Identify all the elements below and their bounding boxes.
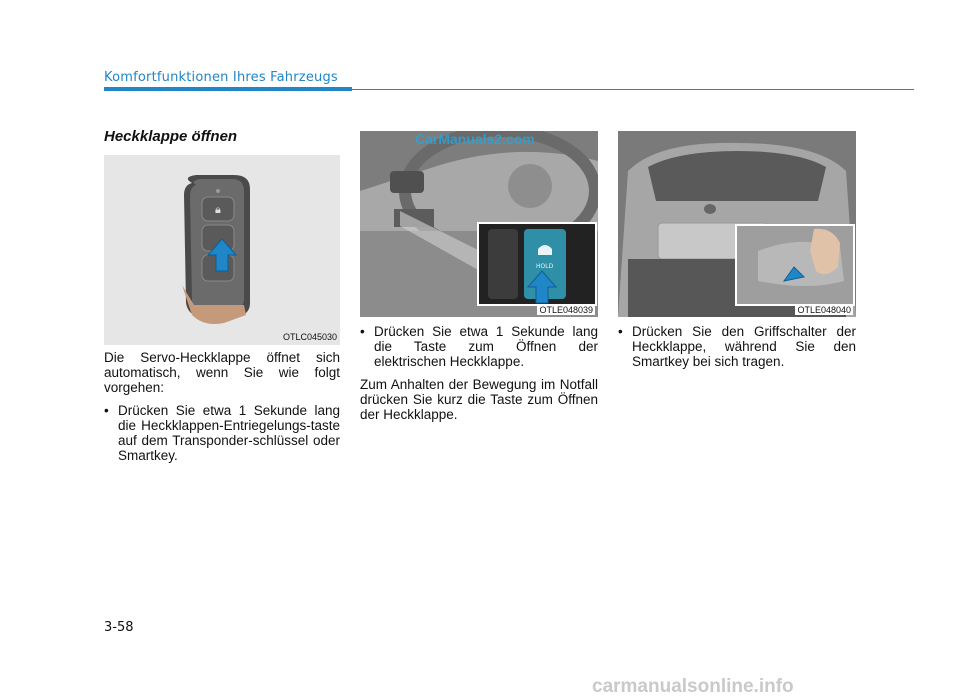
bullet-item bbox=[104, 403, 340, 463]
figure-tailgate-handle bbox=[618, 131, 856, 317]
column-2-text bbox=[360, 324, 598, 430]
figure-key-fob bbox=[104, 155, 340, 345]
figure-code: OTLC045030 bbox=[282, 332, 337, 342]
figure-code: OTLE048039 bbox=[539, 305, 593, 315]
intro-paragraph: Die Servo-Heckklappe öffnet sich automatisch, wenn Sie wie folgt vorgehen: bbox=[104, 350, 340, 395]
bullet-text: Drücken Sie etwa 1 Sekunde lang die Taste zum Öffnen der elektrischen Heckklappe. bbox=[374, 324, 598, 369]
svg-text:🔒︎: 🔒︎ bbox=[215, 203, 221, 216]
header-rule-thick bbox=[104, 87, 352, 91]
dashboard-illustration bbox=[360, 131, 598, 317]
bullet-dot: • bbox=[104, 403, 109, 418]
tailgate-illustration bbox=[618, 131, 856, 317]
column-3-text bbox=[618, 324, 856, 369]
hold-label: HOLD bbox=[536, 263, 554, 270]
paragraph: Zum Anhalten der Bewegung im Notfall drücken Sie kurz die Taste zum Öffnen der Heckklappe. bbox=[360, 377, 598, 422]
bullet-text: Drücken Sie den Griffschalter der Heckklappe, während Sie den Smartkey bei sich tragen. bbox=[632, 324, 856, 369]
bullet-dot: • bbox=[618, 324, 623, 339]
figure-code: OTLE048040 bbox=[797, 305, 851, 315]
column-1-text bbox=[104, 350, 340, 463]
bullet-text: Drücken Sie etwa 1 Sekunde lang die Heckklappen-Entriegelungs-taste auf dem Transponder-schlüssel oder Smartkey. bbox=[118, 403, 340, 463]
bullet-item bbox=[360, 324, 598, 369]
figure-dashboard-switch bbox=[360, 131, 598, 317]
watermark-bottom: carmanualsonline.info bbox=[592, 676, 794, 697]
page-heading: Heckklappe öffnen bbox=[104, 128, 238, 145]
bullet-dot: • bbox=[360, 324, 365, 339]
key-fob-illustration bbox=[104, 155, 340, 345]
header-rule-thin bbox=[352, 89, 914, 90]
watermark-top: CarManuals2.com bbox=[415, 131, 535, 147]
page-number: 3-58 bbox=[104, 620, 134, 635]
section-title: Komfortfunktionen Ihres Fahrzeugs bbox=[104, 70, 338, 85]
bullet-item bbox=[618, 324, 856, 369]
